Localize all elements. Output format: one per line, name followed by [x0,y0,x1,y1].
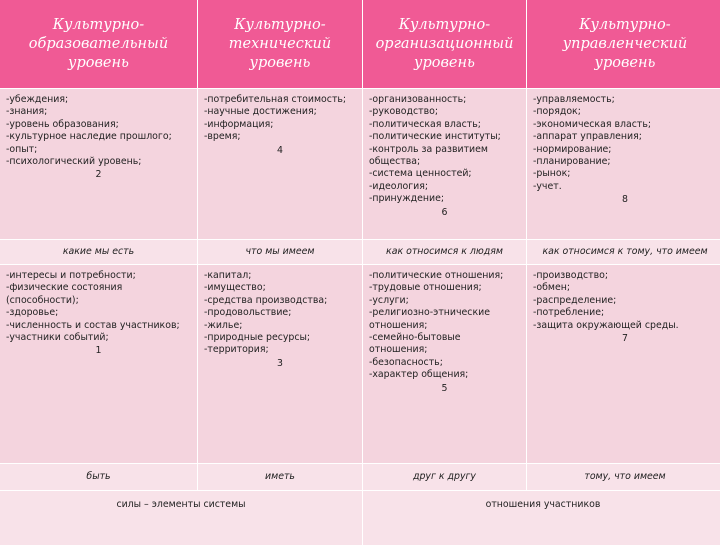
footer-relations: отношения участников [363,491,720,545]
list-item: -потребление; [533,307,605,319]
list-item: -территория; [204,344,269,356]
row1-col4 [527,89,720,239]
verb-col1: быть [0,464,197,490]
question-col4: как относимся к тому, что имеем [527,240,720,264]
list-item: -планирование; [533,156,611,168]
list-item: -руководство; [369,106,439,118]
list-item: -опыт; [6,143,38,155]
list-item: -нормирование; [533,143,612,155]
header-managerial: Культурно-управленческий уровень [527,0,720,88]
list-item: -организованность; [369,94,467,105]
row2-col3 [363,265,526,463]
cell-number: 2 [95,169,102,181]
list-item: -капитал; [204,270,252,281]
row2-col2 [198,265,362,463]
list-item: -информация; [204,118,274,130]
header-organizational: Культурно-организационный уровень [363,0,526,88]
list-item: -политические институты; [369,131,501,143]
list-item: -научные достижения; [204,106,317,118]
cell-number: 5 [441,382,448,394]
list-item: -распределение; [533,294,617,306]
cell-number: 7 [622,333,628,345]
row1-col2 [198,89,362,239]
verb-col2: иметь [198,464,362,490]
list-item: -трудовые отношения; [369,282,482,294]
list-item: -религиозно-этнические отношения; [369,307,493,331]
row2-col4 [527,265,720,463]
list-item: -участники событий; [6,332,109,344]
list-item: -принуждение; [369,193,445,205]
verb-col3: друг к другу [363,464,526,490]
question-col1: какие мы есть [0,240,197,264]
list-item: -средства производства; [204,294,328,306]
footer-forces: силы – элементы системы [0,491,362,545]
row1-col3 [363,89,526,239]
list-item: -физические состояния (способности); [6,282,126,306]
list-item: -безопасность; [369,356,443,368]
list-item: -порядок; [533,106,581,118]
list-item: -интересы и потребности; [6,270,136,281]
list-item: -управляемость; [533,94,615,105]
list-item: -психологический уровень; [6,156,142,168]
list-item: -знания; [6,106,48,118]
row2-col1 [0,265,197,463]
question-col2: что мы имеем [198,240,362,264]
list-item: -численность и состав участников; [6,319,180,331]
row1-col1 [0,89,197,239]
list-item: -семейно-бытовые отношения; [369,332,464,356]
verb-col4: тому, что имеем [527,464,720,490]
list-item: -жилье; [204,319,243,331]
list-item: -политическая власть; [369,118,481,130]
list-item: -учет. [533,180,562,192]
list-item: -контроль за развитием общества; [369,143,491,168]
list-item: -производство; [533,270,609,281]
list-item: -услуги; [369,294,409,306]
list-item: -характер общения; [369,369,469,381]
list-item: -политические отношения; [369,270,504,281]
list-item: -убеждения; [6,94,69,105]
header-technical: Культурно-технический уровень [198,0,362,88]
list-item: -имущество; [204,282,266,294]
cell-number: 1 [95,345,102,357]
list-item: -система ценностей; [369,168,472,180]
cell-number: 8 [622,194,628,206]
list-item: -идеология; [369,180,429,192]
list-item: -аппарат управления; [533,131,642,143]
list-item: -обмен; [533,282,571,294]
cell-number: 4 [277,144,283,156]
list-item: -время; [204,131,241,143]
list-item: -уровень образования; [6,118,119,130]
list-item: -экономическая власть; [533,118,652,130]
question-col3: как относимся к людям [363,240,526,264]
list-item: -потребительная стоимость; [204,94,347,105]
list-item: -защита окружающей среды. [533,319,679,331]
list-item: -рынок; [533,168,571,180]
list-item: -здоровье; [6,307,59,319]
cell-number: 6 [441,206,448,218]
list-item: -культурное наследие прошлого; [6,131,172,143]
list-item: -продовольствие; [204,307,292,319]
cell-number: 3 [277,357,283,369]
list-item: -природные ресурсы; [204,332,311,344]
header-educational: Культурно-образовательный уровень [0,0,197,88]
